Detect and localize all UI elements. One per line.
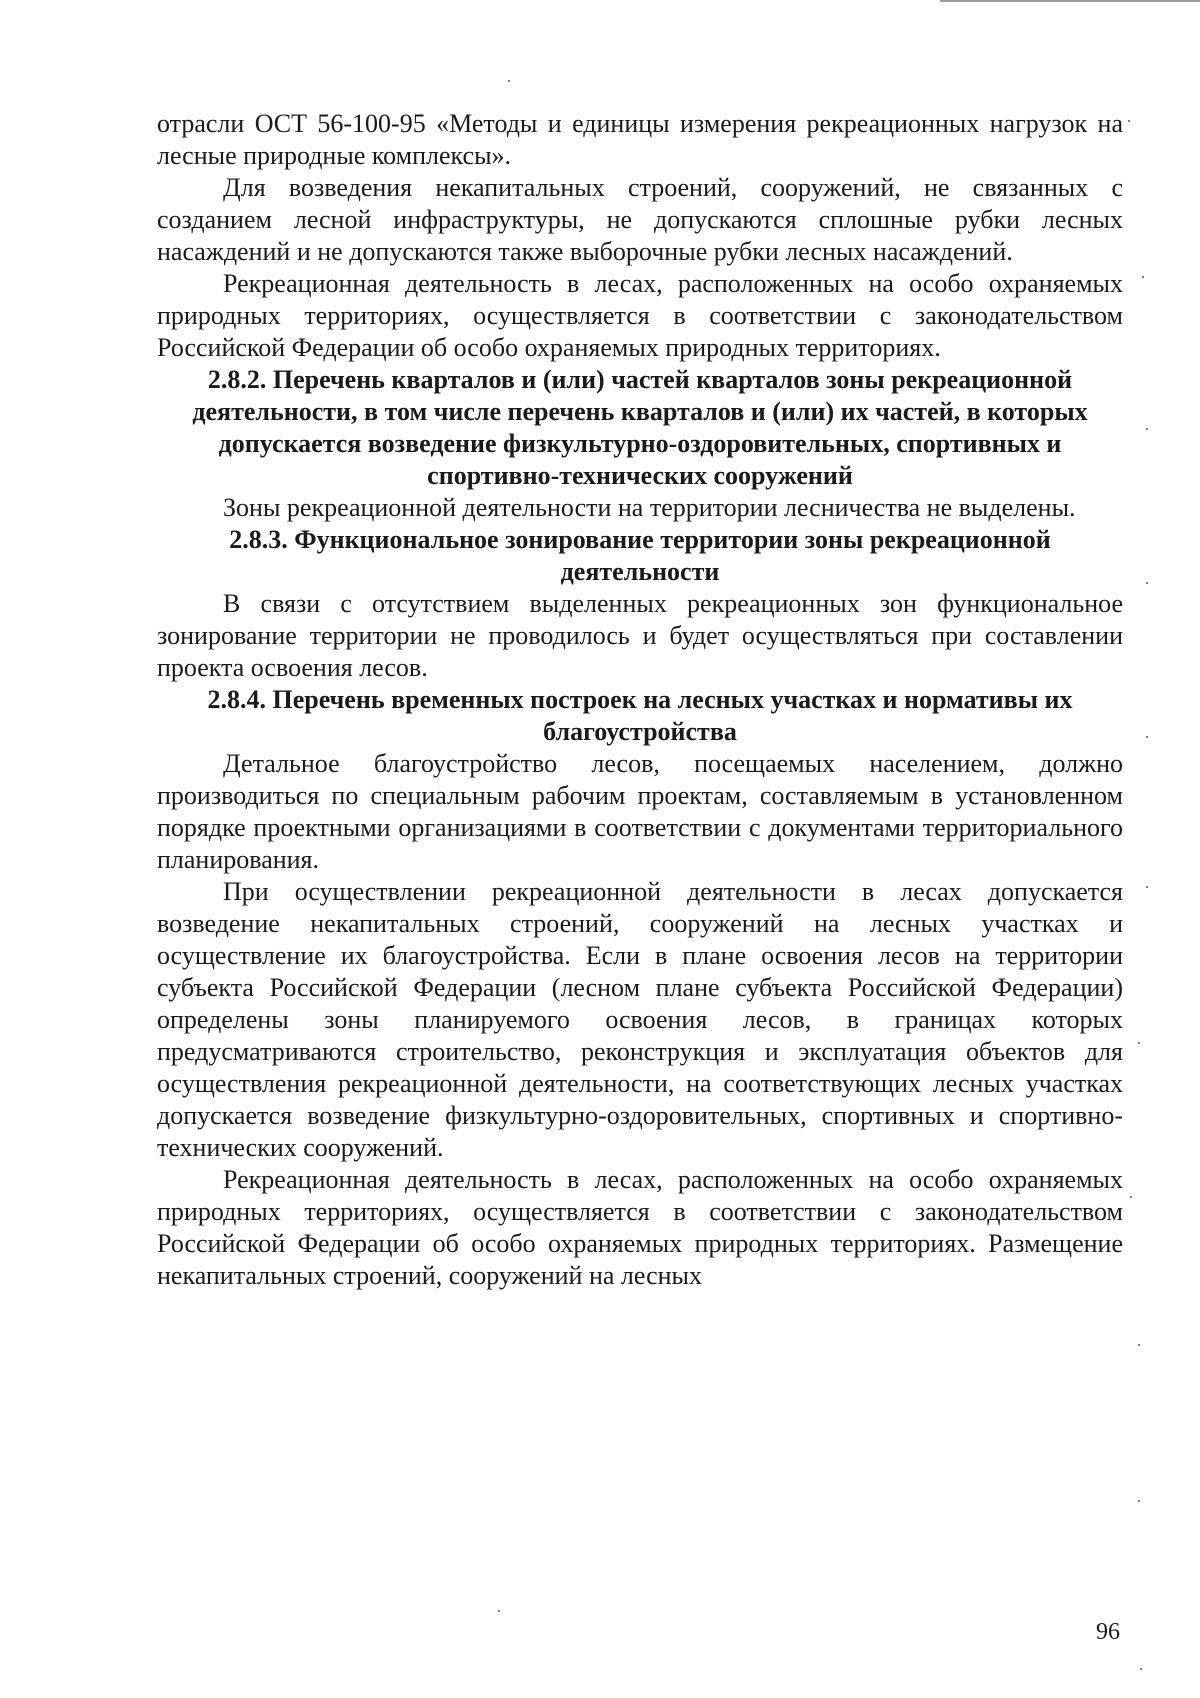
scan-speck	[1146, 428, 1148, 430]
section-2-8-2-paragraph: Зоны рекреационной деятельности на территории лесничества не выделены.	[223, 493, 1076, 522]
scan-speck	[1130, 1196, 1132, 1198]
intro-paragraph-continuation: отрасли ОСТ 56-100-95 «Методы и единицы измерения рекреационных нагрузок на лесные природные комплексы».	[157, 109, 1123, 170]
document-page	[157, 108, 1123, 1292]
section-2-8-4-paragraph-1: Детальное благоустройство лесов, посещаемых населением, должно производиться по специальным рабочим проектам, составляемым в установленном порядке проектными организациями в соответствии с документами территориального планирования.	[157, 749, 1123, 874]
scan-speck	[1128, 120, 1130, 122]
section-heading-2-8-4: 2.8.4. Перечень временных построек на лесных участках и нормативы их благоустройства	[207, 685, 1073, 746]
scan-speck	[1146, 736, 1148, 738]
scan-speck	[508, 80, 510, 82]
scan-speck	[1138, 1042, 1140, 1044]
intro-paragraph-protected-areas: Рекреационная деятельность в лесах, расположенных на особо охраняемых природных территориях, осуществляется в соответствии с законодательством Российской Федерации об особо охраняемых природных территориях.	[157, 269, 1123, 362]
intro-paragraph-construction: Для возведения некапитальных строений, сооружений, не связанных с созданием лесной инфраструктуры, не допускаются сплошные рубки лесных насаждений и не допускаются также выборочные рубки лесных насаждений.	[157, 173, 1123, 266]
scan-speck	[498, 1610, 500, 1612]
page-number: 96	[1096, 1619, 1120, 1645]
scan-speck	[1146, 886, 1148, 888]
scan-speck	[1142, 276, 1144, 278]
top-edge-rule	[940, 0, 1200, 2]
scan-speck	[1138, 1500, 1140, 1502]
scan-speck	[1146, 582, 1148, 584]
section-heading-2-8-2: 2.8.2. Перечень кварталов и (или) частей кварталов зоны рекреационной деятельности, в том числе перечень кварталов и (или) их частей, в которых допускается возведение физкультурно-оздоровительных, спортивных и спортивно-технических сооружений	[192, 365, 1088, 490]
scan-speck	[1138, 1344, 1140, 1346]
section-2-8-3-paragraph: В связи с отсутствием выделенных рекреационных зон функциональное зонирование территории не проводилось и будет осуществляться при составлении проекта освоения лесов.	[157, 589, 1123, 682]
section-2-8-4-paragraph-3: Рекреационная деятельность в лесах, расположенных на особо охраняемых природных территориях, осуществляется в соответствии с законодательством Российской Федерации об особо охраняемых природных территориях. Размещение некапитальных строений, сооружений на лесных	[157, 1165, 1123, 1290]
scan-speck	[1140, 1668, 1142, 1670]
section-heading-2-8-3: 2.8.3. Функциональное зонирование территории зоны рекреационной деятельности	[229, 525, 1051, 586]
section-2-8-4-paragraph-2: При осуществлении рекреационной деятельности в лесах допускается возведение некапитальных строений, сооружений на лесных участках и осуществление их благоустройства. Если в плане освоения лесов на территории субъекта Российской Федерации (лесном плане субъекта Российской Федерации) определены зоны планируемого освоения лесов, в границах которых предусматриваются строительство, реконструкция и эксплуатация объектов для осуществления рекреационной деятельности, на соответствующих лесных участках допускается возведение физкультурно-оздоровительных, спортивных и спортивно-технических сооружений.	[157, 877, 1123, 1162]
